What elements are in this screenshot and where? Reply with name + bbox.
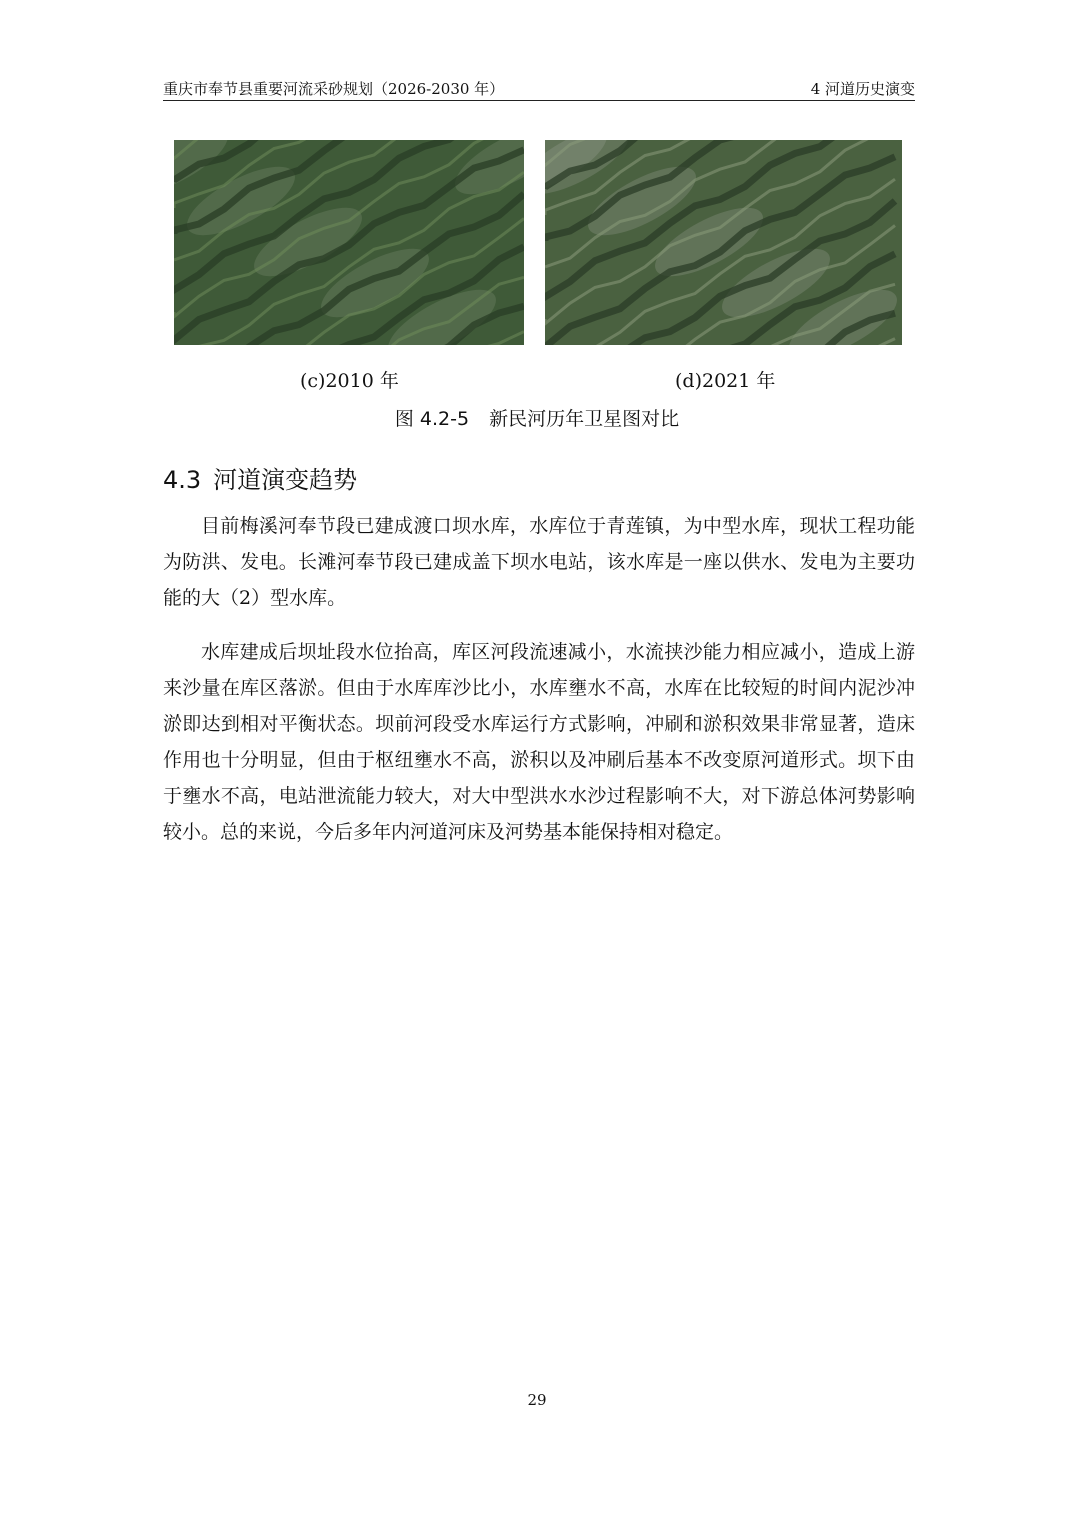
header-chapter-title: 4 河道历史演变 (810, 80, 915, 98)
figure-title-text: 新民河历年卫星图对比 (489, 408, 680, 430)
header-document-title: 重庆市奉节县重要河流采砂规划（2026-2030 年） (163, 80, 505, 98)
satellite-image-2021 (545, 140, 902, 345)
body-paragraph-2: 水库建成后坝址段水位抬高，库区河段流速减小，水流挟沙能力相应减小，造成上游来沙量在库区落淤。但由于水库库沙比小，水库壅水不高，水库在比较短的时间内泥沙冲淤即达到相对平衡状态。坝前河段受水库运行方式影响，冲刷和淤积效果非常显著，造床作用也十分明显，但由于枢纽壅水不高，淤积以及冲刷后基本不改变原河道形式。坝下由于壅水不高，电站泄流能力较大，对大中型洪水水沙过程影响不大，对下游总体河势影响较小。总的来说，今后多年内河道河床及河势基本能保持相对稳定。 (163, 641, 915, 843)
satellite-image-2010 (174, 140, 524, 345)
section-heading (163, 460, 357, 495)
section-number: 4.3 (163, 466, 202, 494)
figure-caption-d: (d)2021 年 (675, 370, 776, 392)
page-header (163, 76, 915, 101)
satellite-terrain-2021 (545, 140, 902, 345)
figure-title (0, 404, 1074, 431)
page-number: 29 (527, 1391, 547, 1409)
figure-caption-c: (c)2010 年 (300, 370, 399, 392)
figure-number: 图 4.2-5 (394, 408, 470, 430)
section-title: 河道演变趋势 (213, 466, 358, 494)
body-paragraph-1: 目前梅溪河奉节段已建成渡口坝水库，水库位于青莲镇，为中型水库，现状工程功能为防洪、发电。长滩河奉节段已建成盖下坝水电站，该水库是一座以供水、发电为主要功能的大（2）型水库。 (163, 515, 915, 609)
satellite-terrain-2010 (174, 140, 524, 345)
